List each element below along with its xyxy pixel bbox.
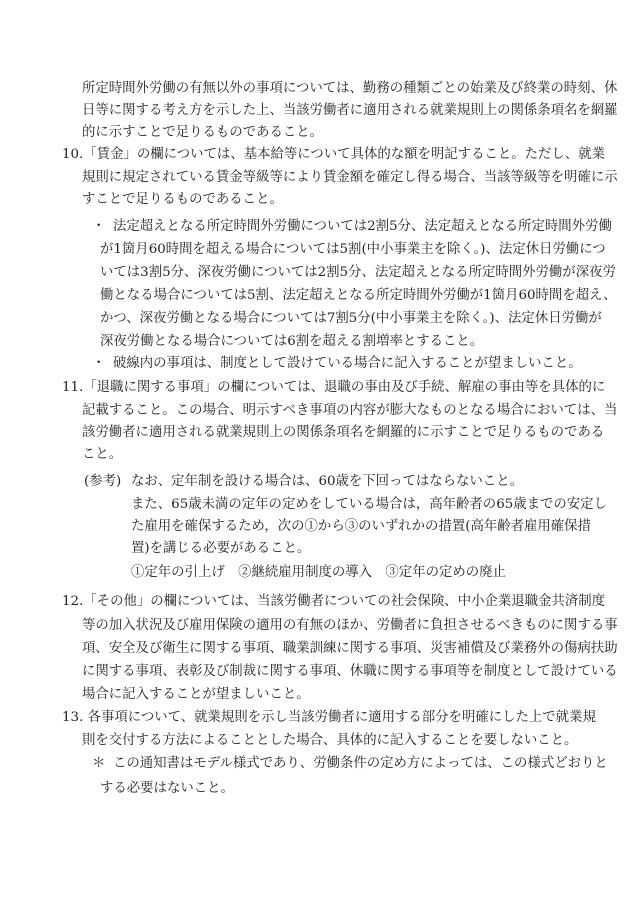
asterisk-icon: ＊ (92, 756, 106, 771)
item-10-line: 規則に規定されている賃金等級等により賃金額を確定し得る場合、当該等級等を明確に示 (82, 170, 618, 185)
reference-label: (参考) (84, 474, 122, 489)
reference-line: た雇用を確保するため，次の①から③のいずれかの措置(高年齢者雇用確保措 (131, 519, 591, 534)
item-12-line: 項、安全及び衛生に関する事項、職業訓練に関する事項、災害補償及び業務外の傷病扶助 (82, 641, 618, 656)
bullet-overtime-line: 深夜労働となる場合については6割を超える割増率とすること。 (100, 334, 484, 349)
bullet-dashed-line-note: 破線内の事項は、制度として設けている場合に記入することが望ましいこと。 (113, 356, 582, 371)
reference-measures: ①定年の引上げ ②継続雇用制度の導入 ③定年の定めの廃止 (131, 565, 506, 580)
item-11-line: 記載すること。この場合、明示すべき事項の内容が膨大なものとなる場合においては、当 (82, 403, 618, 418)
item-12-line: に関する事項、表彰及び制裁に関する事項、休職に関する事項等を制度として設けている (82, 664, 618, 679)
footnote-line: する必要はないこと。 (100, 781, 234, 796)
item-13-line: 則を交付する方法によることとした場合、具体的に記入することを要しないこと。 (82, 733, 578, 748)
reference-line: なお、定年制を設ける場合は、60歳を下回ってはならないこと。 (131, 474, 523, 489)
item-12-line: 場合に記入することが望ましいこと。 (82, 687, 310, 702)
bullet-icon: ・ (92, 219, 106, 234)
item-9-continuation-line: 日等に関する考え方を示した上、当該労働者に適用される就業規則上の関係条項名を網羅 (82, 103, 618, 118)
item-12-line: 等の加入状況及び雇用保険の適用の有無のほか、労働者に負担させるべきものに関する事 (82, 618, 618, 633)
bullet-icon: ・ (92, 356, 106, 371)
item-11-line: 11.「退職に関する事項」の欄については、退職の事由及び手続、解雇の事由等を具体的に (62, 380, 606, 395)
bullet-overtime-line: いては3割5分、深夜労働については2割5分、法定超えとなる所定時間外労働が深夜労 (100, 265, 616, 280)
bullet-overtime-line: 法定超えとなる所定時間外労働については2割5分、法定超えとなる所定時間外労働 (113, 219, 612, 234)
item-12-line: 12.「その他」の欄については、当該労働者についての社会保険、中小企業退職金共済制度 (62, 594, 605, 609)
item-13-line: 13. 各事項について、就業規則を示し当該労働者に適用する部分を明確にした上で就業規 (62, 710, 596, 725)
reference-line: 置)を講じる必要があること。 (131, 541, 311, 556)
item-9-continuation-line: 的に示すことで足りるものであること。 (82, 125, 324, 140)
footnote-line: この通知書はモデル様式であり、労働条件の定め方によっては、この様式どおりと (113, 756, 608, 771)
item-11-line: 該労働者に適用される就業規則上の関係条項名を網羅的に示すことで足りるものである (82, 425, 605, 440)
item-11-line: こと。 (82, 447, 123, 462)
item-10-line: すことで足りるものであること。 (82, 192, 283, 207)
bullet-overtime-line: 働となる場合については5割、法定超えとなる所定時間外労働が1箇月60時間を超え、 (100, 288, 617, 303)
reference-line: また、65歳未満の定年の定めをしている場合は，高年齢者の65歳までの安定し (131, 497, 607, 512)
item-9-continuation-line: 所定時間外労働の有無以外の事項については、勤務の種類ごとの始業及び終業の時刻、休 (82, 81, 618, 96)
item-10-line: 10.「賃金」の欄については、基本給等について具体的な額を明記すること。ただし、就業 (62, 147, 605, 162)
bullet-overtime-line: かつ、深夜労働となる場合については7割5分(中小事業主を除く。)、法定休日労働が (100, 311, 602, 326)
bullet-overtime-line: が1箇月60時間を超える場合については5割(中小事業主を除く。)、法定休日労働につ (100, 242, 606, 257)
